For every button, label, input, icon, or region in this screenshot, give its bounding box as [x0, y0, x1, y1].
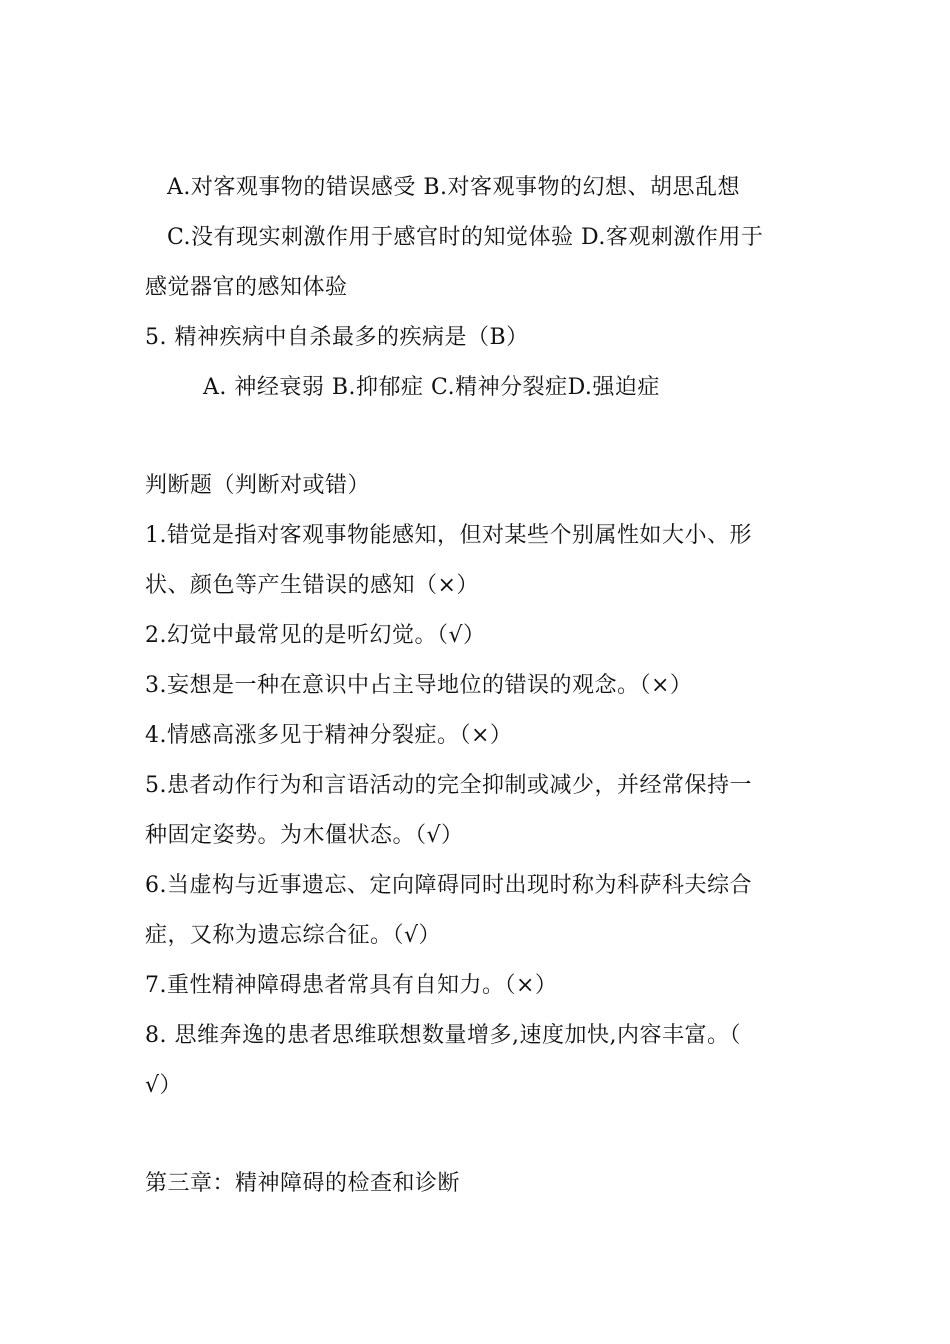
judgement-item-6: 6.当虚构与近事遗忘、定向障碍同时出现时称为科萨科夫综合 — [145, 873, 752, 898]
judgement-item-1: 1.错觉是指对客观事物能感知，但对某些个别属性如大小、形 — [145, 523, 752, 548]
judgement-item-7: 7.重性精神障碍患者常具有自知力。（×） — [145, 973, 558, 998]
judgement-item-2: 2.幻觉中最常见的是听幻觉。（√） — [145, 623, 486, 648]
option-line-ab: A.对客观事物的错误感受 B.对客观事物的幻想、胡思乱想 — [167, 175, 741, 200]
judgement-item-5: 5.患者动作行为和言语活动的完全抑制或减少，并经常保持一 — [145, 773, 752, 798]
option-line-cd-continued: 感觉器官的感知体验 — [145, 275, 348, 300]
question-5: 5. 精神疾病中自杀最多的疾病是（B） — [145, 325, 529, 350]
judgement-item-8-continued: √） — [145, 1073, 183, 1098]
section-heading-true-false: 判断题（判断对或错） — [145, 473, 371, 498]
judgement-item-3: 3.妄想是一种在意识中占主导地位的错误的观念。（×） — [145, 673, 693, 698]
judgement-item-4: 4.情感高涨多见于精神分裂症。（×） — [145, 723, 513, 748]
judgement-item-1-continued: 状、颜色等产生错误的感知（×） — [145, 573, 479, 598]
judgement-item-5-continued: 种固定姿势。为木僵状态。（√） — [145, 823, 464, 848]
judgement-item-6-continued: 症，又称为遗忘综合征。（√） — [145, 923, 442, 948]
judgement-item-8: 8. 思维奔逸的患者思维联想数量增多,速度加快,内容丰富。（ — [145, 1023, 741, 1048]
question-5-options: A. 神经衰弱 B.抑郁症 C.精神分裂症D.强迫症 — [203, 375, 660, 400]
chapter-heading: 第三章：精神障碍的检查和诊断 — [145, 1171, 461, 1196]
option-line-cd: C.没有现实刺激作用于感官时的知觉体验 D.客观刺激作用于 — [167, 225, 764, 250]
